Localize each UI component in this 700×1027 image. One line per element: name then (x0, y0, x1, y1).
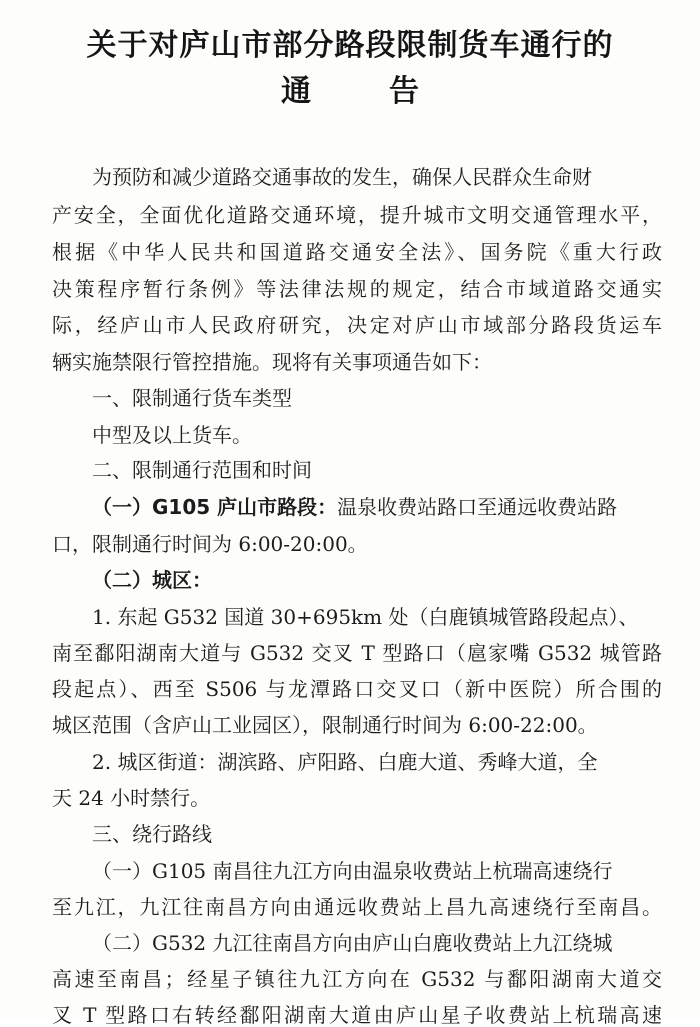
document-title-line-1: 关于对庐山市部分路段限制货车通行的 (86, 28, 614, 63)
intro-line-2: 产安全，全面优化道路交通环境，提升城市文明交通管理水平， (52, 203, 662, 227)
title-char-1: 通 (281, 74, 311, 109)
section-2-point-1-line-1: 1. 东起 G532 国道 30+695km 处（白鹿镇城管路段起点）、 (92, 605, 639, 629)
intro-line-1: 为预防和减少道路交通事故的发生，确保人民群众生命财 (92, 165, 592, 189)
section-1-heading: 一、限制通行货车类型 (92, 386, 292, 410)
intro-line-4: 决策程序暂行条例》等法律法规的规定，结合市域道路交通实 (52, 277, 662, 301)
section-3-para-1-line-1: （一）G105 南昌往九江方向由温泉收费站上杭瑞高速绕行 (92, 859, 613, 883)
document-title-line-2 (0, 66, 700, 110)
intro-line-3: 根据《中华人民共和国道路交通安全法》、国务院《重大行政 (52, 240, 662, 264)
section-2-point-1-line-4: 城区范围（含庐山工业园区），限制通行时间为 6:00-22:00。 (52, 713, 598, 737)
section-2-item-1-line-1 (92, 495, 662, 519)
intro-line-6: 辆实施禁限行管控措施。现将有关事项通告如下： (52, 350, 492, 374)
section-2-item-2-label: （二）城区： (92, 568, 212, 592)
section-2-heading: 二、限制通行范围和时间 (92, 458, 312, 482)
section-3-para-2-line-2: 高速至南昌；经星子镇往九江方向在 G532 与鄱阳湖南大道交 (52, 967, 662, 991)
title-char-2: 告 (389, 74, 419, 109)
section-3-para-2-line-1: （二）G532 九江往南昌方向由庐山白鹿收费站上九江绕城 (92, 931, 613, 955)
section-3-heading: 三、绕行路线 (92, 822, 212, 846)
section-3-para-1-line-2: 至九江，九江往南昌方向由通远收费站上昌九高速绕行至南昌。 (52, 895, 662, 919)
section-2-point-2-line-2: 天 24 小时禁行。 (52, 786, 211, 810)
section-2-item-1-text: 温泉收费站路口至通远收费站路 (337, 495, 618, 519)
section-1-text: 中型及以上货车。 (92, 423, 252, 447)
intro-line-5: 际，经庐山市人民政府研究，决定对庐山市域部分路段货运车 (52, 313, 662, 337)
section-2-item-1-label: （一）G105 庐山市路段： (92, 495, 338, 519)
section-2-item-1-line-2: 口，限制通行时间为 6:00-20:00。 (52, 532, 368, 556)
section-2-point-2-line-1: 2. 城区街道：湖滨路、庐阳路、白鹿大道、秀峰大道，全 (92, 750, 598, 774)
section-3-para-2-line-3: 叉 T 型路口右转经鄱阳湖南大道由庐山星子收费站上杭瑞高速 (52, 1003, 662, 1027)
section-2-point-1-line-2: 南至鄱阳湖南大道与 G532 交叉 T 型路口（扈家嘴 G532 城管路 (52, 641, 662, 665)
section-2-point-1-line-3: 段起点）、西至 S506 与龙潭路口交叉口（新中医院）所合围的 (52, 677, 662, 701)
